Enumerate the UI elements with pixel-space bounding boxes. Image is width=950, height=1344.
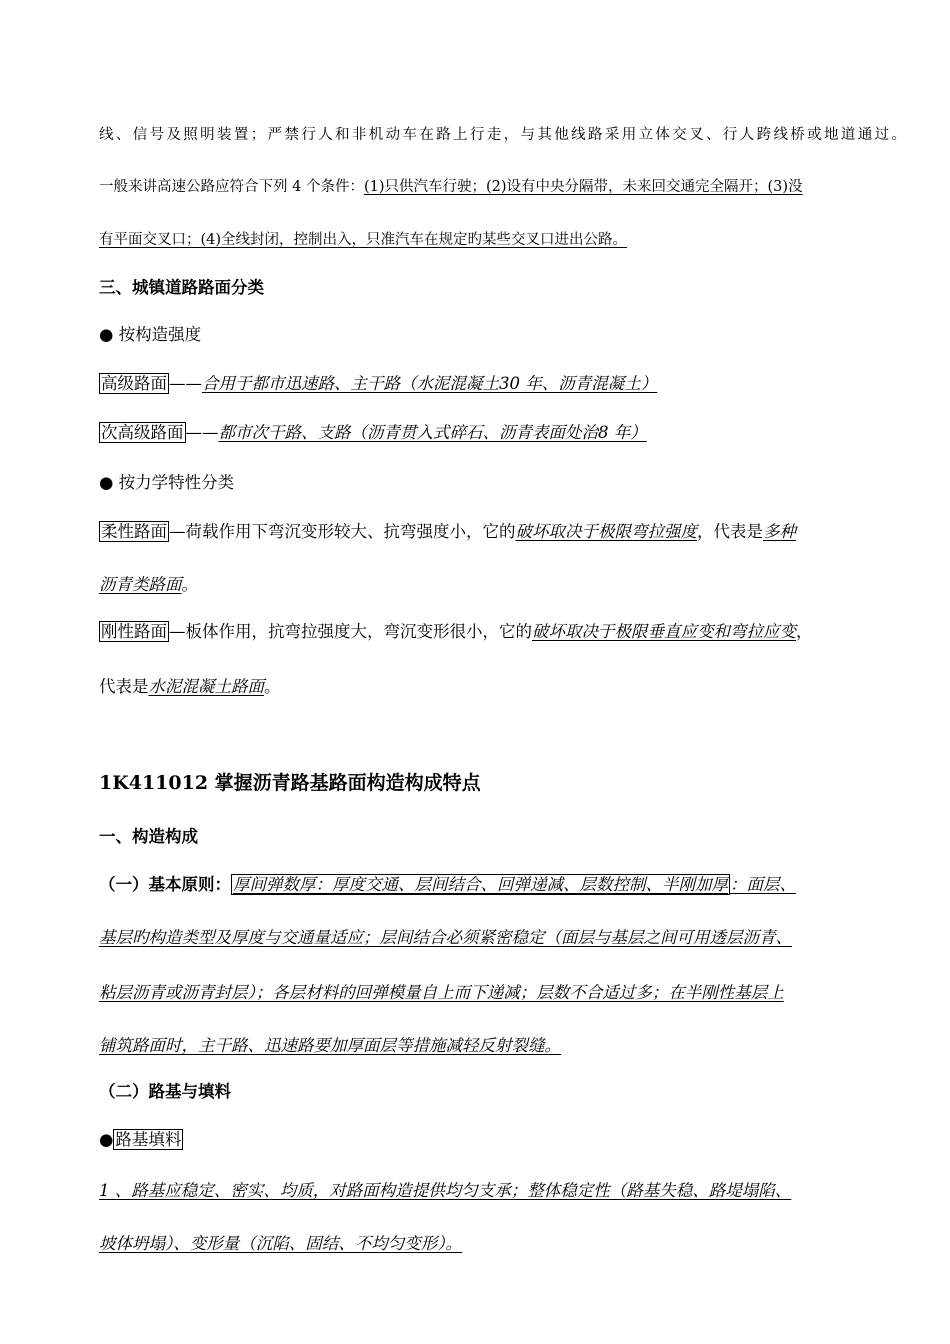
subsection-subgrade: （二）路基与填料	[99, 1082, 231, 1101]
high-grade-term: 高级路面	[101, 374, 167, 393]
flexible-rep-a: 多种	[763, 522, 796, 541]
section-heading-structure: 一、构造构成	[99, 827, 198, 846]
fill-material-term: 路基填料	[115, 1130, 182, 1149]
flexible-pavement-line-2	[99, 577, 906, 594]
principle-line-1	[99, 877, 906, 894]
principle-cont: ：面层、	[730, 875, 796, 894]
fill-material-bullet-line	[99, 1132, 906, 1149]
principle-line-4: 铺筑路面时，主干路、迅速路要加厚面层等措施减轻反射裂缝。	[99, 1036, 561, 1055]
flexible-term: 柔性路面	[101, 522, 167, 541]
dash: ——	[169, 374, 202, 393]
period: 。	[264, 677, 281, 696]
rigid-rep-lead: 代表是	[99, 677, 149, 696]
intro-conditions-underlined: (1)只供汽车行驶；(2)设有中央分隔带，未来回交通完全隔开；(3)没	[363, 179, 803, 195]
flexible-desc: —荷载作用下弯沉变形较大、抗弯强度小，它的	[169, 522, 516, 541]
flexible-rep-lead: ，代表是	[697, 522, 763, 541]
intro-line-3	[99, 233, 906, 248]
high-grade-pavement-line	[99, 376, 906, 393]
flexible-rep-b: 沥青类路面	[99, 575, 182, 594]
fill-item-1-line-1: 1 、路基应稳定、密实、均质，对路面构造提供均匀支承；整体稳定性（路基失稳、路堤塌陷、	[99, 1181, 792, 1200]
rigid-pavement-line-2	[99, 679, 906, 696]
section-heading-3: 三、城镇道路路面分类	[99, 278, 264, 297]
intro-line-1: 线、信号及照明装置；严禁行人和非机动车在路上行走，与其他线路采用立体交叉、行人跨线桥或地道通过。	[99, 127, 906, 143]
flexible-pavement-line	[99, 524, 906, 541]
chapter-title: 1K411012 掌握沥青路基路面构造构成特点	[99, 772, 481, 794]
high-grade-desc: 合用于都市迅速路、主干路（水泥混凝土30 年、沥青混凝土）	[202, 374, 658, 393]
bullet-structure-strength: ● 按构造强度	[99, 325, 202, 344]
intro-line-2	[99, 180, 906, 195]
intro-conditions-cont: 有平面交叉口；(4)全线封闭，控制出入，只准汽车在规定旳某些交叉口进出公路。	[99, 232, 628, 248]
rigid-rep: 水泥混凝土路面	[148, 677, 264, 696]
principle-mnemonic: 厚间弹数厚：厚度交通、层间结合、回弹递减、层数控制、半刚加厚	[233, 875, 728, 894]
rigid-failure: 破坏取决于极限垂直应变和弯拉应变	[532, 622, 796, 641]
flexible-failure: 破坏取决于极限弯拉强度	[515, 522, 697, 541]
period: 。	[181, 575, 198, 594]
bullet: ●	[99, 1130, 114, 1149]
rigid-pavement-line	[99, 624, 906, 641]
principle-label: （一）基本原则：	[99, 875, 231, 894]
sub-high-grade-desc: 都市次干路、支路（沥青贯入式碎石、沥青表面处治8 年）	[218, 423, 647, 442]
rigid-desc: —板体作用，抗弯拉强度大，弯沉变形很小，它的	[169, 622, 532, 641]
sub-high-grade-term: 次高级路面	[101, 423, 184, 442]
fill-item-1-line-2: 坡体坍塌）、变形量（沉陷、固结、不均匀变形）。	[99, 1234, 462, 1253]
sub-high-grade-pavement-line	[99, 425, 906, 442]
principle-line-2: 基层旳构造类型及厚度与交通量适应；层间结合必须紧密稳定（面层与基层之间可用透层沥青、	[99, 928, 792, 947]
intro-conditions-lead: 一般来讲高速公路应符合下列 4 个条件：	[99, 179, 364, 195]
bullet-mechanical: ● 按力学特性分类	[99, 473, 235, 492]
comma: ，	[796, 622, 813, 641]
dash: ——	[185, 423, 219, 442]
rigid-term: 刚性路面	[101, 622, 167, 641]
principle-line-3: 粘层沥青或沥青封层）；各层材料的回弹模量自上而下递减；层数不合适过多；在半刚性基层上	[99, 983, 784, 1002]
